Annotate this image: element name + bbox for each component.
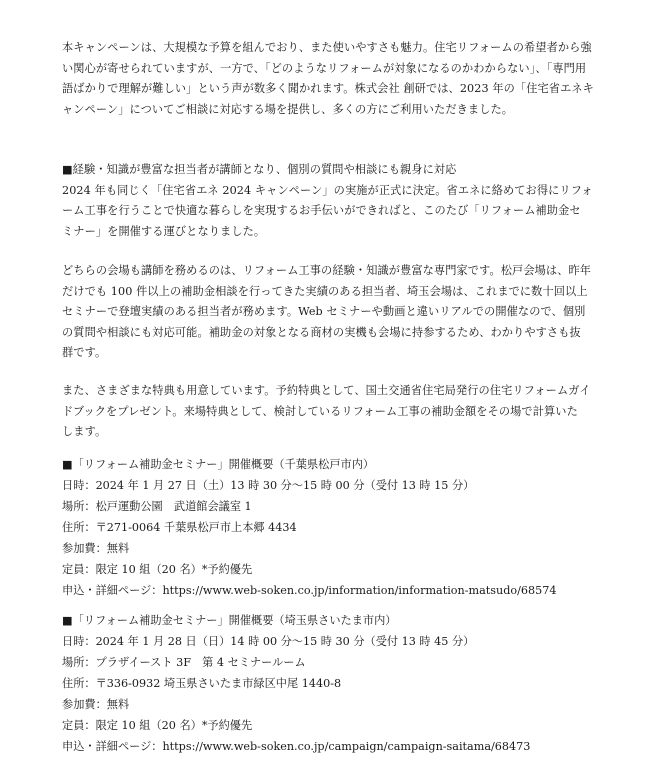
seminar-venue: 場所：プラザイースト 3F 第 4 セミナールーム bbox=[62, 656, 306, 669]
intro-paragraph bbox=[62, 38, 602, 120]
section-heading: ■「リフォーム補助金セミナー」開催概要（千葉県松戸市内） bbox=[62, 458, 375, 471]
text-line: ドブックをプレゼント。来場特典として、検討しているリフォーム工事の補助金額をその場で計算いた bbox=[62, 404, 578, 418]
text-line: 本キャンペーンは、大規模な予算を組んでおり、また使いやすさも魅力。住宅リフォームの希望者から強 bbox=[62, 41, 592, 54]
text-line: い関心が寄せられていますが、一方で、「どのようなリフォームが対象になるのかわからない」、「専門用 bbox=[62, 61, 587, 75]
section-benefits bbox=[62, 381, 602, 443]
seminar-capacity: 定員：限定 10 組（20 名）*予約優先 bbox=[62, 719, 253, 732]
text-line: 語ばかりで理解が難しい」という声が数多く聞かれます。株式会社 創研では、2023 年の「住宅省エネキ bbox=[62, 82, 594, 95]
text-line: また、さまざまな特典も用意しています。予約特典として、国土交通省住宅局発行の住宅リフォームガイ bbox=[62, 384, 591, 397]
text-line: 群です。 bbox=[62, 346, 107, 359]
seminar-capacity: 定員：限定 10 組（20 名）*予約優先 bbox=[62, 563, 253, 576]
seminar-fee: 参加費：無料 bbox=[62, 698, 130, 711]
seminar-venue: 場所：松戸運動公園 武道館会議室 1 bbox=[62, 500, 252, 513]
text-line: ーム工事を行うことで快適な暮らしを実現するお手伝いができればと、このたび「リフォーム補助金セ bbox=[62, 204, 581, 217]
matsudo-seminar-overview bbox=[62, 454, 622, 601]
seminar-address: 住所：〒336-0932 埼玉県さいたま市緑区中尾 1440-8 bbox=[62, 677, 342, 690]
saitama-seminar-overview bbox=[62, 610, 622, 757]
section-instructors bbox=[62, 261, 602, 364]
text-line: ャンペーン」についてご相談に対応する場を提供し、多くの方にご利用いただきました。 bbox=[62, 102, 514, 116]
text-line: ミナー」を開催する運びとなりました。 bbox=[62, 224, 266, 238]
seminar-signup-link[interactable]: 申込・詳細ページ：https://www.web-soken.co.jp/information/information-matsudo/68574 bbox=[62, 584, 557, 597]
seminar-address: 住所：〒271-0064 千葉県松戸市上本郷 4434 bbox=[62, 521, 297, 534]
text-line: 2024 年も同じく「住宅省エネ 2024 キャンペーン」の実施が正式に決定。省エネに絡めてお得にリフォ bbox=[62, 183, 593, 197]
section-heading: ■「リフォーム補助金セミナー」開催概要（埼玉県さいたま市内） bbox=[62, 614, 397, 627]
text-line: します。 bbox=[62, 425, 107, 438]
section-heading: ■経験・知識が豊富な担当者が講師となり、個別の質問や相談にも親身に対応 bbox=[62, 163, 457, 176]
seminar-fee: 参加費：無料 bbox=[62, 542, 130, 555]
seminar-signup-link[interactable]: 申込・詳細ページ：https://www.web-soken.co.jp/campaign/campaign-saitama/68473 bbox=[62, 740, 531, 753]
text-line: の質問や相談にも対応可能。補助金の対象となる商材の実機も会場に持参するため、わかりやすさも抜 bbox=[62, 325, 581, 339]
seminar-datetime: 日時：2024 年 1 月 27 日（土）13 時 30 分～15 時 00 分（受付 13 時 15 分） bbox=[62, 479, 475, 492]
section-expert-support bbox=[62, 160, 602, 242]
text-line: だけでも 100 件以上の補助金相談を行ってきた実績のある担当者、埼玉会場は、これまでに数十回以上 bbox=[62, 284, 588, 298]
text-line: どちらの会場も講師を務めるのは、リフォーム工事の経験・知識が豊富な専門家です。松戸会場は、昨年 bbox=[62, 264, 592, 277]
seminar-datetime: 日時：2024 年 1 月 28 日（日）14 時 00 分～15 時 30 分（受付 13 時 45 分） bbox=[62, 635, 475, 648]
text-line: セミナーで登壇実績のある担当者が務めます。Web セミナーや動画と違いリアルでの開催なので、個別 bbox=[62, 305, 586, 318]
